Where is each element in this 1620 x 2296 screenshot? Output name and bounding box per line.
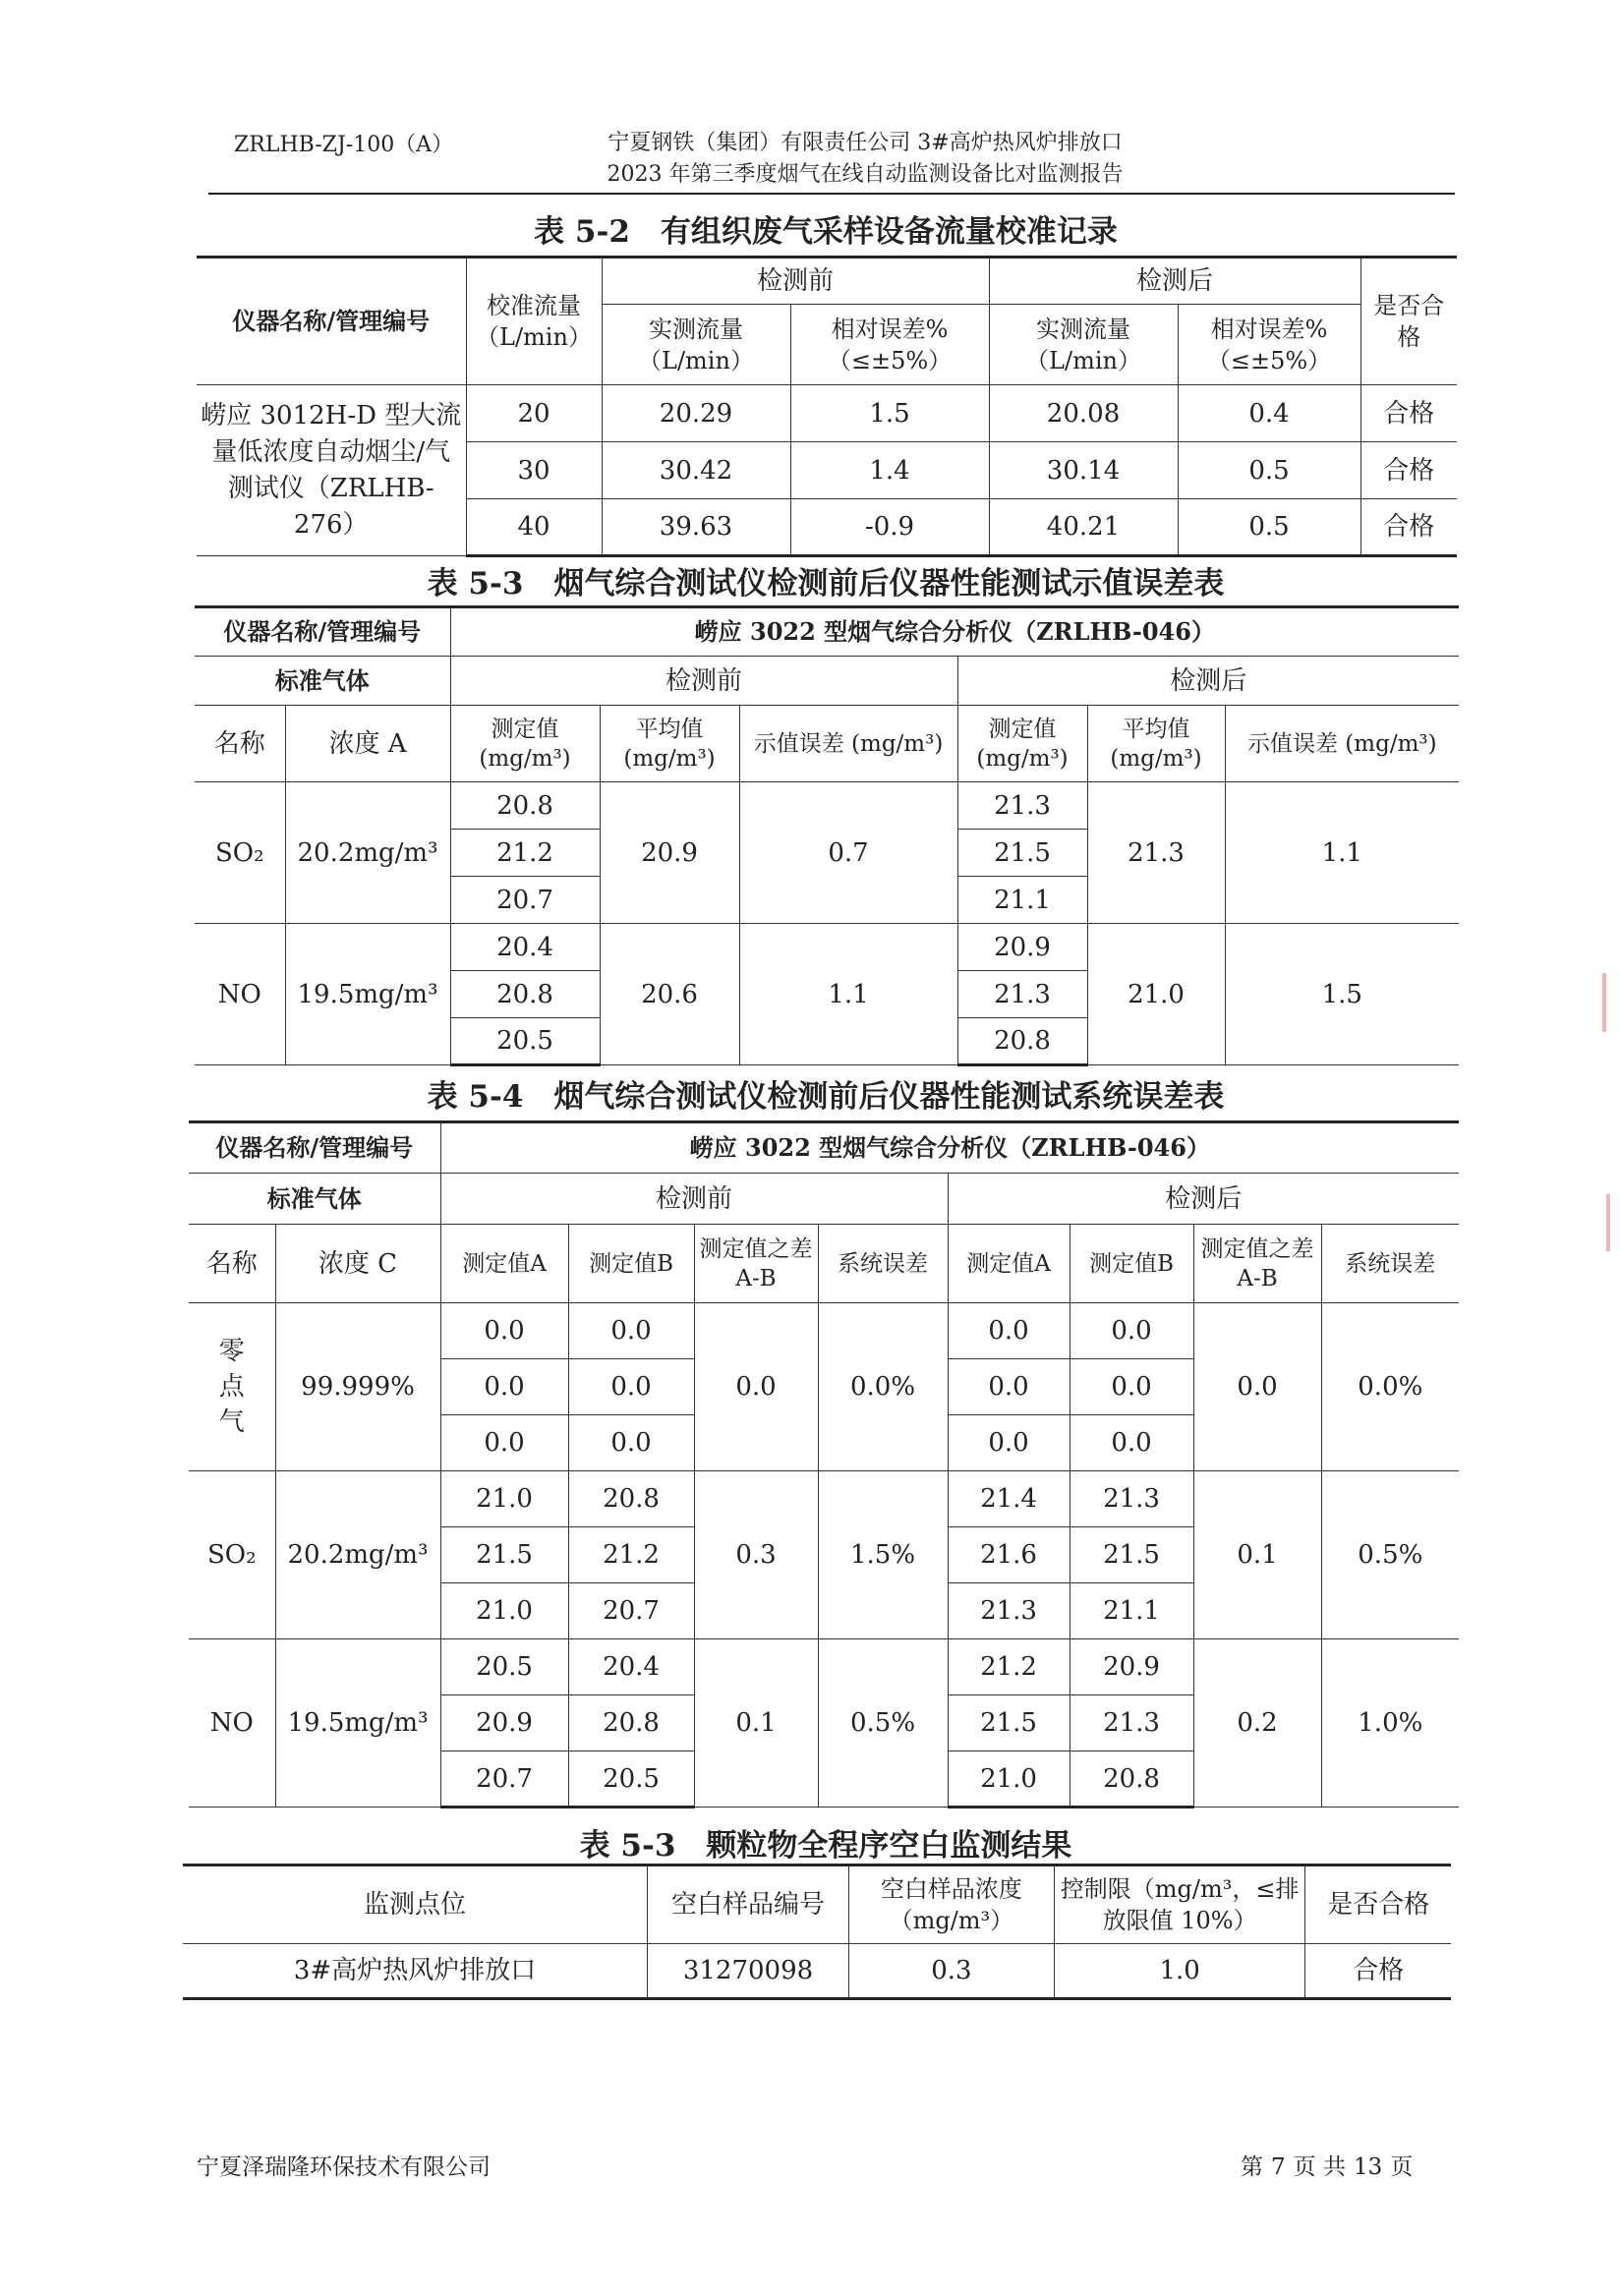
header-concentration: 浓度 C	[275, 1225, 440, 1303]
before-difference: 0.3	[694, 1471, 818, 1639]
table-row	[197, 385, 1457, 442]
pass-status: 合格	[1360, 442, 1457, 499]
after-measured-a: 21.0	[948, 1751, 1070, 1808]
header-pass: 是否合格	[1360, 258, 1457, 385]
header-measured-flow-before: 实测流量（L/min）	[602, 305, 790, 385]
header-relative-error-before: 相对误差%（≤±5%）	[790, 305, 989, 385]
page-label-prefix: 第	[1241, 2154, 1263, 2180]
after-measured-b: 21.5	[1070, 1527, 1193, 1583]
table-5-2-flow-calibration	[197, 256, 1457, 557]
header-measured-a-before: 测定值A	[440, 1225, 568, 1303]
after-measured-b: 21.1	[1070, 1583, 1193, 1639]
header-control-limit: 控制限（mg/m³，≤排放限值 10%）	[1054, 1866, 1305, 1944]
header-before: 检测前	[450, 657, 957, 706]
after-measured-a: 21.2	[948, 1639, 1070, 1695]
before-difference: 0.1	[694, 1639, 818, 1808]
header-measured-a-after: 测定值A	[948, 1225, 1070, 1303]
scan-edge-mark	[1602, 973, 1606, 1032]
header-before: 检测前	[602, 258, 989, 305]
header-measured-before: 测定值(mg/m³)	[450, 706, 600, 782]
before-measured: 20.5	[450, 1018, 600, 1065]
gas-name: SO₂	[189, 1471, 275, 1639]
after-difference: 0.1	[1193, 1471, 1321, 1639]
before-measured-b: 21.2	[568, 1527, 694, 1583]
after-measured-a: 21.6	[948, 1527, 1070, 1583]
header-average-after: 平均值(mg/m³)	[1087, 706, 1225, 782]
table-row	[195, 782, 1459, 830]
table-5-3-indication-error	[195, 605, 1459, 1066]
table-row	[189, 1639, 1459, 1695]
header-before: 检测前	[440, 1174, 948, 1225]
after-measured-b: 0.0	[1070, 1303, 1193, 1359]
after-measured-b: 21.3	[1070, 1471, 1193, 1527]
blank-sample-number: 31270098	[648, 1944, 849, 1999]
before-measured-b: 20.7	[568, 1583, 694, 1639]
after-system-error: 0.5%	[1321, 1471, 1459, 1639]
gas-concentration: 20.2mg/m³	[285, 782, 450, 924]
before-measured-b: 20.8	[568, 1695, 694, 1751]
blank-concentration: 0.3	[848, 1944, 1054, 1999]
after-measured: 30.14	[989, 442, 1178, 499]
table-5-4-system-error	[189, 1120, 1459, 1808]
before-measured-a: 21.0	[440, 1583, 568, 1639]
header-name: 名称	[189, 1225, 275, 1303]
before-measured-a: 0.0	[440, 1415, 568, 1471]
report-title-line-2: 2023 年第三季度烟气在线自动监测设备比对监测报告	[607, 162, 1124, 187]
after-average: 21.3	[1087, 782, 1225, 924]
header-instrument: 仪器名称/管理编号	[189, 1122, 440, 1174]
before-measured: 20.4	[450, 924, 600, 971]
calibration-flow: 40	[466, 499, 602, 556]
after-measured: 20.08	[989, 385, 1178, 442]
gas-name: SO₂	[195, 782, 285, 924]
instrument-name: 崂应 3022 型烟气综合分析仪（ZRLHB-046）	[440, 1122, 1459, 1174]
header-average-before: 平均值(mg/m³)	[600, 706, 739, 782]
before-average: 20.6	[600, 924, 739, 1065]
header-standard-gas: 标准气体	[195, 657, 450, 706]
before-error: 1.4	[790, 442, 989, 499]
gas-concentration: 19.5mg/m³	[285, 924, 450, 1065]
calibration-flow: 20	[466, 385, 602, 442]
instrument-name: 崂应 3022 型烟气综合分析仪（ZRLHB-046）	[450, 607, 1459, 657]
instrument-cell: 崂应 3012H-D 型大流量低浓度自动烟尘/气测试仪（ZRLHB-276）	[197, 385, 466, 556]
page-label-mid: 页 共	[1293, 2154, 1346, 2180]
after-measured: 20.9	[957, 924, 1087, 971]
after-measured-a: 21.3	[948, 1583, 1070, 1639]
before-measured-a: 21.5	[440, 1527, 568, 1583]
monitoring-point: 3#高炉热风炉排放口	[183, 1944, 648, 1999]
footer-company: 宁夏泽瑞隆环保技术有限公司	[197, 2154, 491, 2180]
after-system-error: 1.0%	[1321, 1639, 1459, 1808]
after-measured-b: 0.0	[1070, 1359, 1193, 1415]
after-measured-a: 0.0	[948, 1415, 1070, 1471]
after-difference: 0.2	[1193, 1639, 1321, 1808]
table-particulate-blank-caption: 表 5-3 颗粒物全程序空白监测结果	[579, 1828, 1072, 1864]
scan-edge-mark	[1606, 1194, 1610, 1251]
before-system-error: 1.5%	[818, 1471, 948, 1639]
after-measured-b: 20.9	[1070, 1639, 1193, 1695]
header-pass: 是否合格	[1305, 1866, 1451, 1944]
before-measured-a: 20.5	[440, 1639, 568, 1695]
before-system-error: 0.5%	[818, 1639, 948, 1808]
after-measured-a: 21.4	[948, 1471, 1070, 1527]
before-measured: 20.29	[602, 385, 790, 442]
after-measured: 40.21	[989, 499, 1178, 556]
header-concentration: 浓度 A	[285, 706, 450, 782]
header-blank-concentration: 空白样品浓度（mg/m³）	[848, 1866, 1054, 1944]
header-blank-sample-number: 空白样品编号	[648, 1866, 849, 1944]
before-measured-b: 0.0	[568, 1359, 694, 1415]
pass-status: 合格	[1360, 499, 1457, 556]
table-5-3-caption: 表 5-3 烟气综合测试仪检测前后仪器性能测试示值误差表	[427, 566, 1225, 602]
header-rule	[208, 193, 1455, 195]
header-difference-before: 测定值之差A-B	[694, 1225, 818, 1303]
before-measured: 20.8	[450, 782, 600, 830]
header-relative-error-after: 相对误差%（≤±5%）	[1178, 305, 1360, 385]
before-measured: 30.42	[602, 442, 790, 499]
after-measured-a: 21.5	[948, 1695, 1070, 1751]
report-title-line-1: 宁夏钢铁（集团）有限责任公司 3#高炉热风炉排放口	[608, 131, 1123, 155]
before-difference: 0.0	[694, 1303, 818, 1471]
before-measured-a: 0.0	[440, 1359, 568, 1415]
after-error: 0.5	[1178, 442, 1360, 499]
table-5-4-caption: 表 5-4 烟气综合测试仪检测前后仪器性能测试系统误差表	[427, 1079, 1225, 1115]
after-system-error: 0.0%	[1321, 1303, 1459, 1471]
before-system-error: 0.0%	[818, 1303, 948, 1471]
before-measured-a: 0.0	[440, 1303, 568, 1359]
after-indication-error: 1.1	[1225, 782, 1459, 924]
header-after: 检测后	[957, 657, 1459, 706]
before-measured: 39.63	[602, 499, 790, 556]
before-measured-a: 20.7	[440, 1751, 568, 1808]
table-row	[189, 1303, 1459, 1359]
table-row	[183, 1944, 1451, 1999]
gas-concentration: 19.5mg/m³	[275, 1639, 440, 1808]
before-measured-b: 0.0	[568, 1415, 694, 1471]
report-title	[550, 128, 1180, 191]
gas-name: 零点气	[189, 1303, 275, 1471]
header-system-error-after: 系统误差	[1321, 1225, 1459, 1303]
after-difference: 0.0	[1193, 1303, 1321, 1471]
before-measured-b: 0.0	[568, 1303, 694, 1359]
calibration-flow: 30	[466, 442, 602, 499]
after-measured: 21.3	[957, 782, 1087, 830]
header-measured-flow-after: 实测流量（L/min）	[989, 305, 1178, 385]
after-error: 0.5	[1178, 499, 1360, 556]
after-measured: 20.8	[957, 1018, 1087, 1065]
after-average: 21.0	[1087, 924, 1225, 1065]
after-measured-b: 20.8	[1070, 1751, 1193, 1808]
header-instrument: 仪器名称/管理编号	[197, 258, 466, 385]
after-measured: 21.5	[957, 830, 1087, 877]
header-monitoring-point: 监测点位	[183, 1866, 648, 1944]
header-name: 名称	[195, 706, 285, 782]
after-measured-b: 0.0	[1070, 1415, 1193, 1471]
table-row	[189, 1471, 1459, 1527]
gas-concentration: 99.999%	[275, 1303, 440, 1471]
before-measured: 20.8	[450, 971, 600, 1018]
page-total: 13	[1353, 2154, 1383, 2180]
before-measured-a: 20.9	[440, 1695, 568, 1751]
before-error: 1.5	[790, 385, 989, 442]
table-particulate-blank-results	[183, 1864, 1451, 2000]
header-system-error-before: 系统误差	[818, 1225, 948, 1303]
after-measured: 21.1	[957, 877, 1087, 924]
header-difference-after: 测定值之差A-B	[1193, 1225, 1321, 1303]
table-row	[195, 924, 1459, 971]
header-after: 检测后	[989, 258, 1360, 305]
header-measured-b-after: 测定值B	[1070, 1225, 1193, 1303]
before-measured-b: 20.5	[568, 1751, 694, 1808]
header-measured-b-before: 测定值B	[568, 1225, 694, 1303]
before-measured: 20.7	[450, 877, 600, 924]
gas-name: NO	[189, 1639, 275, 1808]
before-error: -0.9	[790, 499, 989, 556]
page-label-suffix: 页	[1390, 2154, 1414, 2180]
header-after: 检测后	[948, 1174, 1459, 1225]
before-measured-b: 20.4	[568, 1639, 694, 1695]
page-current: 7	[1271, 2154, 1286, 2180]
header-calibration-flow: 校准流量（L/min）	[466, 258, 602, 385]
after-measured: 21.3	[957, 971, 1087, 1018]
after-measured-a: 0.0	[948, 1303, 1070, 1359]
pass-status: 合格	[1305, 1944, 1451, 1999]
after-measured-b: 21.3	[1070, 1695, 1193, 1751]
header-instrument: 仪器名称/管理编号	[195, 607, 450, 657]
header-indication-error-before: 示值误差 (mg/m³)	[739, 706, 957, 782]
document-code: ZRLHB-ZJ-100（A）	[234, 133, 454, 157]
header-standard-gas: 标准气体	[189, 1174, 440, 1225]
before-indication-error: 1.1	[739, 924, 957, 1065]
gas-concentration: 20.2mg/m³	[275, 1471, 440, 1639]
after-indication-error: 1.5	[1225, 924, 1459, 1065]
before-measured-b: 20.8	[568, 1471, 694, 1527]
table-5-2-caption: 表 5-2 有组织废气采样设备流量校准记录	[534, 214, 1118, 250]
header-indication-error-after: 示值误差 (mg/m³)	[1225, 706, 1459, 782]
gas-name: NO	[195, 924, 285, 1065]
before-measured-a: 21.0	[440, 1471, 568, 1527]
pass-status: 合格	[1360, 385, 1457, 442]
after-measured-a: 0.0	[948, 1359, 1070, 1415]
footer-page-number	[1237, 2149, 1417, 2181]
before-measured: 21.2	[450, 830, 600, 877]
before-average: 20.9	[600, 782, 739, 924]
after-error: 0.4	[1178, 385, 1360, 442]
header-measured-after: 测定值(mg/m³)	[957, 706, 1087, 782]
before-indication-error: 0.7	[739, 782, 957, 924]
control-limit: 1.0	[1054, 1944, 1305, 1999]
